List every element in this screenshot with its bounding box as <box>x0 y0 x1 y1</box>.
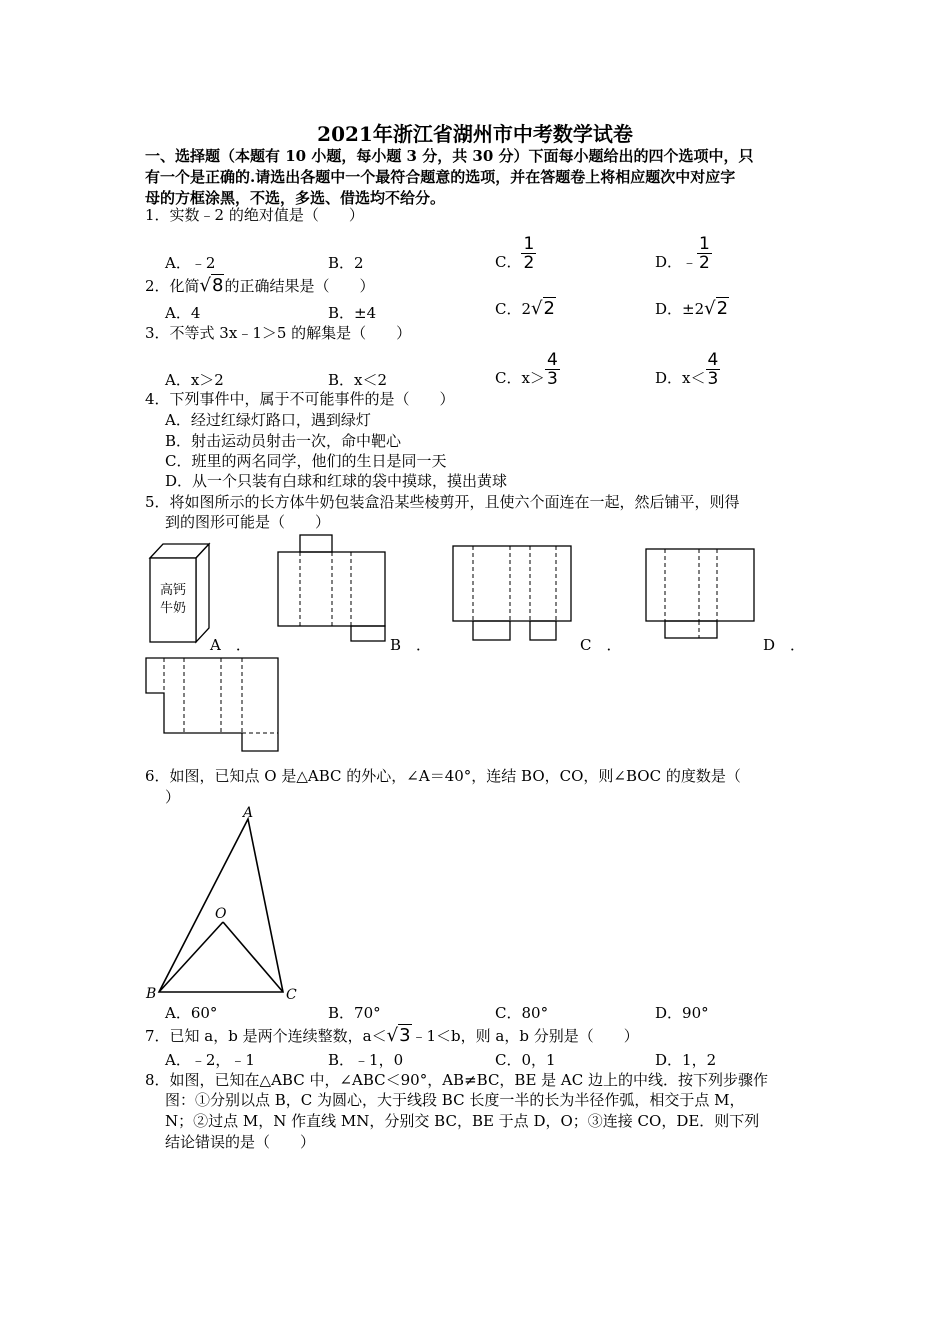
net-b-figure <box>275 532 390 644</box>
net-d-main <box>646 549 754 621</box>
sqrt-2: √2 <box>531 298 555 319</box>
q8-line3: N；②过点 M，N 作直线 MN，分别交 BC，BE 于点 D，O；③连接 CO，DE．则下列 <box>165 1112 760 1130</box>
q1-option-c <box>495 226 536 272</box>
q5-line2: 到的图形可能是（ ） <box>165 513 331 531</box>
frac-numerator: 1 <box>523 234 535 254</box>
q7-option-d: D．1，2 <box>655 1051 717 1069</box>
net-extra-outline <box>146 658 278 751</box>
q7-stem-pre: 7．已知 a，b 是两个连续整数，a＜ <box>145 1027 387 1045</box>
radicand: 8 <box>212 275 224 296</box>
section-line: 一、选择题（本题有 10 小题，每小题 3 分，共 30 分）下面每小题给出的四个选项中，只 <box>145 147 754 165</box>
q6-line1: 6．如图，已知点 O 是△ABC 的外心，∠A＝40°，连结 BO，CO，则∠BOC 的度数是（ <box>145 767 741 785</box>
q1-d-fraction <box>697 235 712 272</box>
q2-d-prefix: D．±2 <box>655 300 705 318</box>
q7-option-c: C．0，1 <box>495 1051 556 1069</box>
net-c-main <box>453 546 571 621</box>
q3-option-d <box>655 342 720 388</box>
q3-option-b: B．x＜2 <box>328 371 388 389</box>
q2-c-prefix: C．2 <box>495 300 532 318</box>
q1-d-prefix: D．﹣ <box>655 253 698 271</box>
q3-c-fraction <box>545 351 560 388</box>
sqrt-3: √3 <box>386 1025 411 1046</box>
frac-denominator: 2 <box>699 253 710 273</box>
q5-label-c: C ． <box>580 636 622 654</box>
q2-stem-post: 的正确结果是（ ） <box>224 277 375 295</box>
label-a: A <box>243 805 254 821</box>
q3-d-prefix: D．x＜ <box>655 369 706 387</box>
q6-line2: ） <box>165 788 181 806</box>
q2-option-b: B．±4 <box>328 304 377 322</box>
q7-stem-post: ﹣1＜b，则 a，b 分别是（ ） <box>411 1027 639 1045</box>
radicand: 3 <box>399 1025 411 1046</box>
section-line: 母的方框涂黑，不选，多选、借选均不给分。 <box>145 189 446 207</box>
section-line: 有一个是正确的.请选出各题中一个最符合题意的选项，并在答题卷上将相应题次中对应字 <box>145 168 736 186</box>
segment-bo <box>159 922 223 992</box>
q7-stem <box>145 1026 639 1046</box>
q1-option-b: B．2 <box>328 254 364 272</box>
q3-option-c <box>495 342 560 388</box>
q8-line4: 结论错误的是（ ） <box>165 1133 316 1151</box>
q3-stem: 3．不等式 3x﹣1＞5 的解集是（ ） <box>145 324 412 342</box>
frac-numerator: 4 <box>707 350 719 370</box>
q5-label-b: B ． <box>390 636 432 654</box>
frac-denominator: 3 <box>707 369 719 389</box>
q3-option-a: A．x＞2 <box>165 371 224 389</box>
q4-stem: 4．下列事件中，属于不可能事件的是（ ） <box>145 390 455 408</box>
label-b: B <box>146 986 157 1002</box>
q4-option-d: D．从一个只装有白球和红球的袋中摸球，摸出黄球 <box>165 472 508 490</box>
q6-option-a: A．60° <box>165 1004 218 1022</box>
q2-option-a: A．4 <box>165 304 201 322</box>
q2-option-c <box>495 298 556 319</box>
net-c-tab2 <box>530 621 556 640</box>
section-instructions <box>145 146 810 209</box>
q6-option-b: B．70° <box>328 1004 381 1022</box>
q8-line1: 8．如图，已知在△ABC 中，∠ABC＜90°，AB≠BC，BE 是 AC 边上的中线．按下列步骤作 <box>145 1071 769 1089</box>
label-o: O <box>215 906 227 922</box>
q6-option-c: C．80° <box>495 1004 549 1022</box>
q8-line2: 图：①分别以点 B，C 为圆心，大于线段 BC 长度一半的长为半径作弧，相交于点 M， <box>165 1091 745 1109</box>
q1-option-d <box>655 226 712 272</box>
net-d-figure <box>643 546 758 641</box>
q6-option-d: D．90° <box>655 1004 709 1022</box>
net-extra-figure <box>143 655 283 755</box>
q4-option-a: A．经过红绿灯路口，遇到绿灯 <box>165 411 371 429</box>
q1-option-a: A．﹣2 <box>165 254 216 272</box>
q2-stem <box>145 276 375 296</box>
q7-option-a: A．﹣2，﹣1 <box>165 1051 255 1069</box>
q5-line1: 5．将如图所示的长方体牛奶包装盒沿某些棱剪开，且使六个面连在一起，然后铺平，则得 <box>145 493 740 511</box>
net-d-tab <box>665 621 717 638</box>
frac-denominator: 3 <box>546 369 558 389</box>
box-text-line1: 高钙 <box>159 583 187 598</box>
q5-label-a: A ． <box>210 636 251 654</box>
q1-c-fraction <box>521 235 536 272</box>
sqrt-8: √8 <box>199 275 224 296</box>
net-c-figure <box>450 543 575 643</box>
frac-numerator: 1 <box>699 234 710 254</box>
q3-c-prefix: C．x＞ <box>495 369 545 387</box>
segment-co <box>223 922 283 992</box>
q3-d-fraction <box>706 351 721 388</box>
net-b-top-tab <box>300 535 332 552</box>
net-c-tab1 <box>473 621 510 640</box>
milk-box-figure <box>145 540 215 645</box>
q7-option-b: B．﹣1，0 <box>328 1051 404 1069</box>
frac-denominator: 2 <box>523 253 535 273</box>
q1-stem: 1．实数﹣2 的绝对值是（ ） <box>145 206 364 224</box>
box-front-face <box>150 558 196 642</box>
page-title: 2021年浙江省湖州市中考数学试卷 <box>317 122 633 146</box>
q1-c-prefix: C． <box>495 253 522 271</box>
frac-numerator: 4 <box>546 350 558 370</box>
q5-label-d: D ． <box>763 636 806 654</box>
box-text-line2: 牛奶 <box>159 601 187 616</box>
box-side-face <box>196 544 209 642</box>
radicand: 2 <box>543 298 555 319</box>
radicand: 2 <box>716 298 729 319</box>
q4-option-b: B．射击运动员射击一次，命中靶心 <box>165 432 402 450</box>
net-b-bottom-tab <box>351 626 385 641</box>
sqrt-2: √2 <box>704 298 729 319</box>
label-c: C <box>286 987 297 1002</box>
q4-option-c: C．班里的两名同学，他们的生日是同一天 <box>165 452 447 470</box>
triangle-figure <box>143 805 303 1002</box>
q2-stem-pre: 2．化简 <box>145 277 200 295</box>
q2-option-d <box>655 298 729 319</box>
